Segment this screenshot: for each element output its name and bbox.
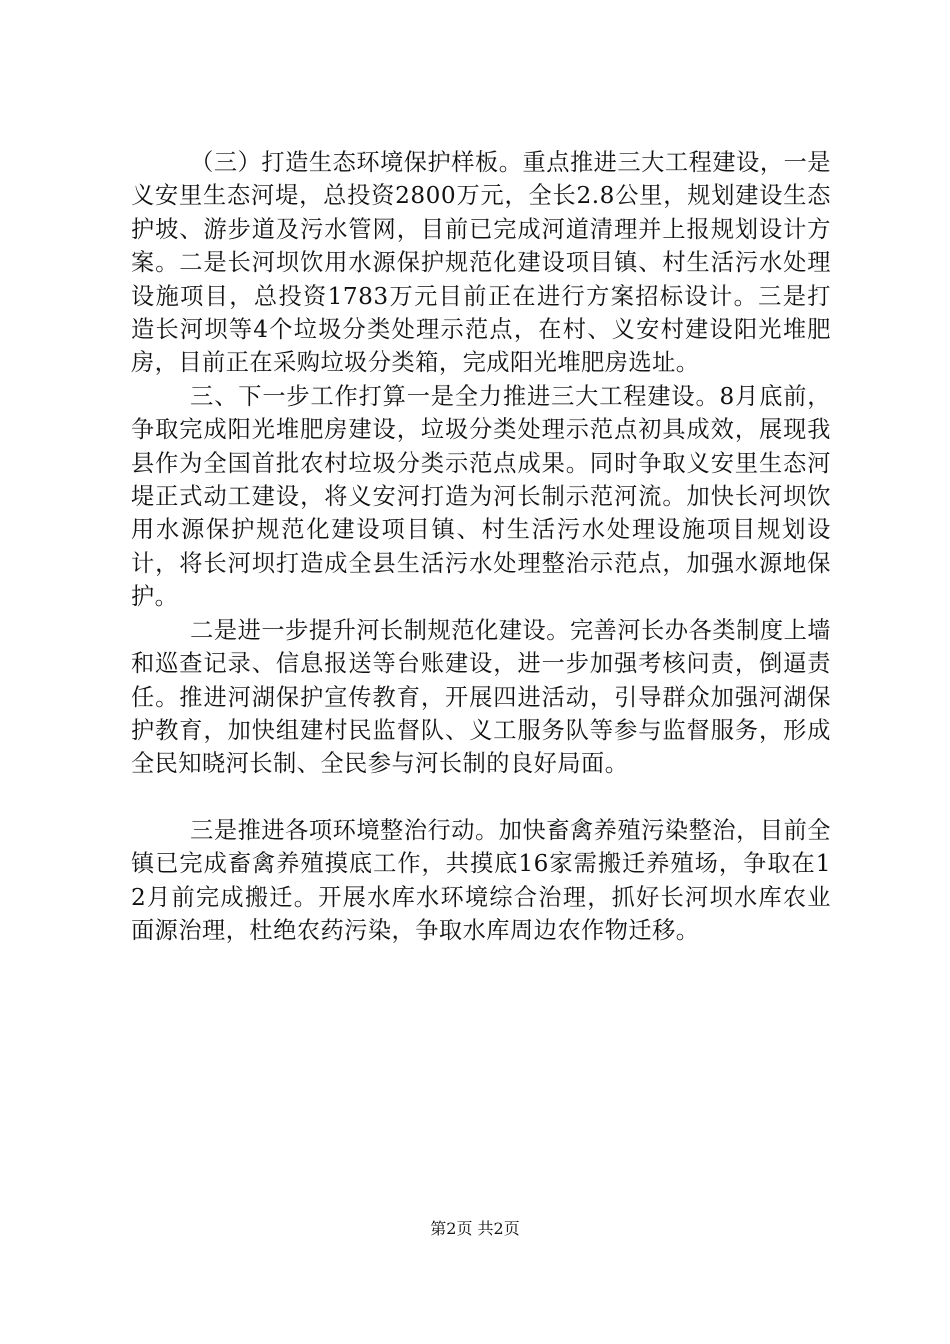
page-number-footer: 第2页 共2页 (430, 1219, 520, 1238)
paragraph-next-step-plan: 三、下一步工作打算一是全力推进三大工程建设。8月底前，争取完成阳光堆肥房建设，垃圾分类处理示范点初具成效，展现我县作为全国首批农村垃圾分类示范点成果。同时争取义安里生态河堤正式动工建设，将义安河打造为河长制示范河流。加快长河坝饮用水源保护规范化建设项目镇、村生活污水处理设施项目规划设计，将长河坝打造成全县生活污水处理整治示范点，加强水源地保护。 (131, 382, 831, 611)
paragraph-river-chief-system: 二是进一步提升河长制规范化建设。完善河长办各类制度上墙和巡查记录、信息报送等台账建设，进一步加强考核问责，倒逼责任。推进河湖保护宣传教育，开展四进活动，引导群众加强河湖保护教育，加快组建村民监督队、义工服务队等参与监督服务，形成全民知晓河长制、全民参与河长制的良好局面。 (131, 616, 831, 778)
paragraph-environment-rectification: 三是推进各项环境整治行动。加快畜禽养殖污染整治，目前全镇已完成畜禽养殖摸底工作，共摸底16家需搬迁养殖场，争取在12月前完成搬迁。开展水库水环境综合治理，抓好长河坝水库农业面源治理，杜绝农药污染，争取水库周边农作物迁移。 (131, 816, 831, 944)
paragraph-ecology-model: （三）打造生态环境保护样板。重点推进三大工程建设，一是义安里生态河堤，总投资2800万元，全长2.8公里，规划建设生态护坡、游步道及污水管网，目前已完成河道清理并上报规划设计方案。二是长河坝饮用水源保护规范化建设项目镇、村生活污水处理设施项目，总投资1783万元目前正在进行方案招标设计。三是打造长河坝等4个垃圾分类处理示范点，在村、义安村建设阳光堆肥房，目前正在采购垃圾分类箱，完成阳光堆肥房选址。 (131, 149, 831, 377)
document-body (131, 146, 831, 947)
